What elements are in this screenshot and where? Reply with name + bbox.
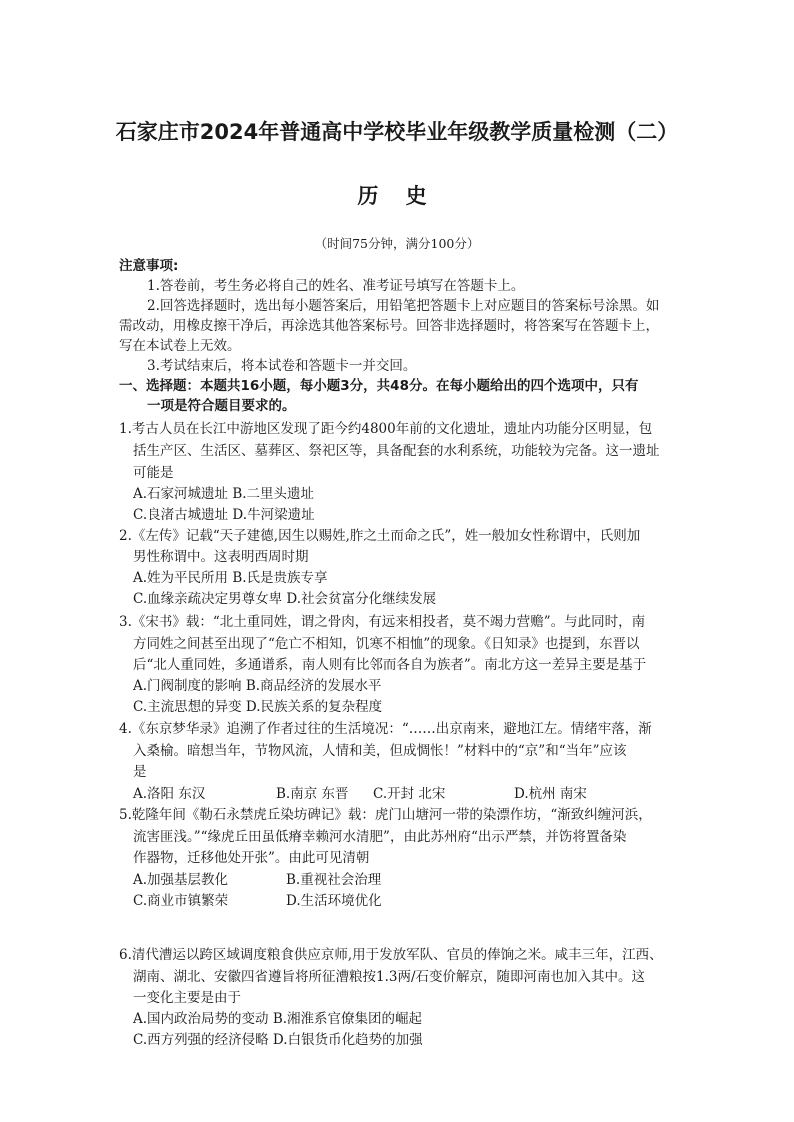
option-d: D.杭州 南宋 [514,786,587,802]
note-line: 需改动，用橡皮擦干净后，再涂选其他答案标号。回答非选择题时，将答案写在答题卡上， [119,318,659,334]
question-text: 是 [133,764,147,780]
question-text: 4.《东京梦华录》追溯了作者过往的生活境况：“……出京南来，避地江左。情绪牢落，渐 [119,721,652,737]
option-line: C.西方列强的经济侵略 D.白银货币化趋势的加强 [133,1032,423,1048]
question-text: 括生产区、生活区、墓葬区、祭祀区等，具备配套的水利系统，功能较为完备。这一遗址 [133,443,660,459]
question-text: 2.《左传》记载“天子建德,因生以赐姓,胙之土而命之氏”，姓一般加女性称谓中，氏则加 [119,528,641,544]
option-d: D.生活环境优化 [286,893,382,909]
question-text: 3.《宋书》载：“北土重同姓，谓之骨肉，有远来相投者，莫不竭力营赡”。与此同时，南 [119,614,646,630]
question-text: 男性称谓中。这表明西周时期 [133,549,309,565]
exam-title: 石家庄市2024年普通高中学校毕业年级教学质量检测（二） [115,120,679,144]
option-line: A.门阀制度的影响 B.商品经济的发展水平 [133,678,382,694]
option-line: A.姓为平民所用 B.氏是贵族专享 [133,570,328,586]
option-line: A.国内政治局势的变动 B.湘淮系官僚集团的崛起 [133,1011,423,1027]
question-text: 1.考古人员在长江中游地区发现了距今约4800年前的文化遗址，遗址内功能分区明显，包 [119,421,653,437]
question-text: 湖南、湖北、安徽四省遵旨将所征漕粮按1.3两/石变价解京，随即河南也加入其中。这 [133,969,646,985]
option-b: B.重视社会治理 [286,872,382,888]
option-c: C.商业市镇繁荣 [133,893,229,909]
note-line: 3.考试结束后，将本试卷和答题卡一并交回。 [147,358,417,374]
question-text: 5.乾隆年间《勒石永禁虎丘染坊碑记》载：虎门山塘河一带的染漂作坊，“渐致纠缠河浜， [119,807,652,823]
question-text: 可能是 [133,465,174,481]
notes-heading: 注意事项: [119,258,179,274]
question-text: 入桑榆。暗想当年，节物风流，人情和美，但成惆怅！”材料中的“京”和“当年”应该 [133,743,627,759]
question-text: 后“北人重同姓，多通谱系，南人则有比邻而各自为族者”。南北方这一差异主要是基于 [133,657,647,673]
option-line: A.石家河城遗址 B.二里头遗址 [133,486,315,502]
question-text: 作器物，迁移他处开张”。由此可见清朝 [133,850,370,866]
option-line: C.血缘亲疏决定男尊女卑 D.社会贫富分化继续发展 [133,591,437,607]
option-line: C.主流思想的异变 D.民族关系的复杂程度 [133,699,383,715]
question-text: 一变化主要是由于 [133,990,241,1006]
note-line: 写在本试卷上无效。 [119,338,241,354]
option-c: C.开封 北宋 [373,786,446,802]
option-a: A.加强基层教化 [133,872,229,888]
option-line: C.良渚古城遗址 D.牛河梁遗址 [133,507,315,523]
option-a: A.洛阳 东汉 [133,786,206,802]
section-heading-cont: 一项是符合题目要求的。 [147,398,296,414]
option-b: B.南京 东晋 [276,786,349,802]
section-heading: 一、选择题：本题共16小题，每小题3分，共48分。在每小题给出的四个选项中，只有 [119,378,639,394]
question-text: 流害匪浅。”“缘虎丘田虽低瘠幸赖河水清肥”，由此苏州府“出示严禁，并饬将置备染 [133,829,627,845]
note-line: 2.回答选择题时，选出每小题答案后，用铅笔把答题卡上对应题目的答案标号涂黑。如 [147,298,660,314]
time-note: （时间75分钟，满分100分） [314,236,480,251]
question-text: 方同姓之间甚至出现了“危亡不相知，饥寒不相恤”的现象。《日知录》也提到，东晋以 [133,636,640,652]
question-text: 6.清代漕运以跨区域调度粮食供应京师,用于发放军队、官员的俸饷之米。咸丰三年，江西、 [119,947,663,963]
note-line: 1.答卷前，考生务必将自己的姓名、准考证号填写在答题卡上。 [147,278,525,294]
subject-title: 历 史 [357,184,437,208]
